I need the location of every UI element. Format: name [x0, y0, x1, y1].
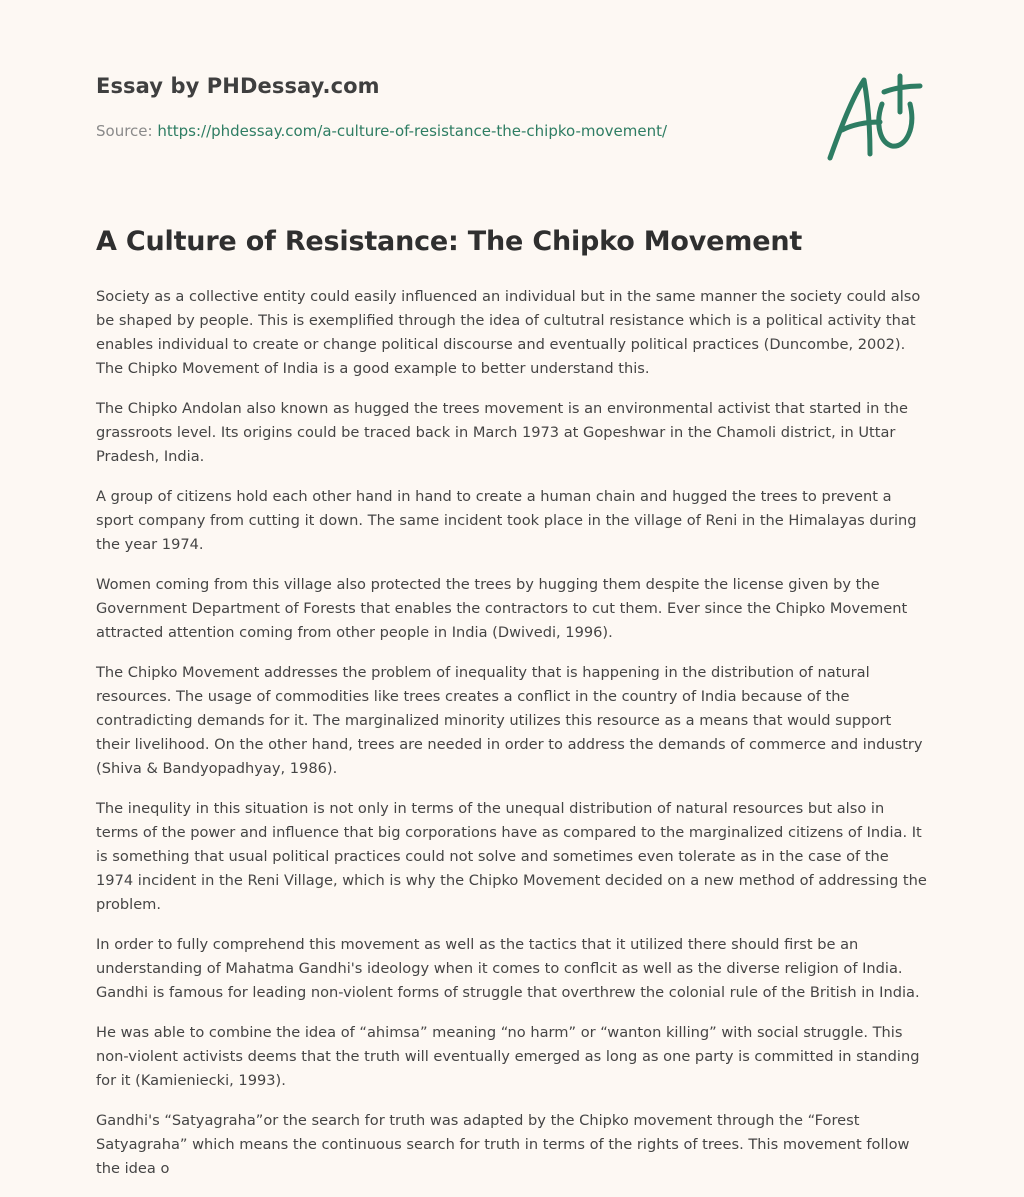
essay-body	[96, 285, 928, 1197]
paragraph: In order to fully comprehend this movement as well as the tactics that it utilized there should first be an understanding of Mahatma Gandhi's ideology when it comes to conflcit as well as the diverse religion of India. Gandhi is famous for leading non-violent forms of struggle that overthrew the colonial rule of the British in India.	[96, 936, 920, 1001]
paragraph: The Chipko Movement addresses the problem of inequality that is happening in the distribution of natural resources. The usage of commodities like trees creates a conflict in the country of India because of the contradicting demands for it. The marginalized minority utilizes this resource as a means that would support their livelihood. On the other hand, trees are needed in order to address the demands of commerce and industry (Shiva & Bandyopadhyay, 1986).	[96, 664, 923, 777]
source-link[interactable]: https://phdessay.com/a-culture-of-resistance-the-chipko-movement/	[157, 122, 668, 140]
paragraph: The inequlity in this situation is not only in terms of the unequal distribution of natural resources but also in terms of the power and influence that big corporations have as compared to the marginalized citizens of India. It is something that usual political practices could not solve and sometimes even tolerate as in the case of the 1974 incident in the Reni Village, which is why the Chipko Movement decided on a new method of addressing the problem.	[96, 800, 927, 913]
paragraph: Gandhi's “Satyagraha”or the search for truth was adapted by the Chipko movement through the “Forest Satyagraha” which means the continuous search for truth in terms of the rights of trees. This movement follow the idea o	[96, 1112, 910, 1177]
paragraph: Society as a collective entity could easily influenced an individual but in the same manner the society could also be shaped by people. This is exemplified through the idea of cultutral resistance which is a political activity that enables individual to create or change political discourse and eventually political practices (Duncombe, 2002). The Chipko Movement of India is a good example to better understand this.	[96, 288, 921, 377]
a-plus-logo-icon	[820, 68, 930, 168]
essay-title: A Culture of Resistance: The Chipko Movement	[96, 226, 803, 257]
brand-title: Essay by PHDessay.com	[96, 74, 380, 98]
paragraph: Women coming from this village also protected the trees by hugging them despite the license given by the Government Department of Forests that enables the contractors to cut them. Ever since the Chipko Movement attracted attention coming from other people in India (Dwivedi, 1996).	[96, 576, 908, 641]
paragraph: He was able to combine the idea of “ahimsa” meaning “no harm” or “wanton killing” with social struggle. This non-violent activists deems that the truth will eventually emerged as long as one party is committed in standing for it (Kamieniecki, 1993).	[96, 1024, 920, 1089]
paragraph: The Chipko Andolan also known as hugged the trees movement is an environmental activist that started in the grassroots level. Its origins could be traced back in March 1973 at Gopeshwar in the Chamoli district, in Uttar Pradesh, India.	[96, 400, 908, 465]
essay-header	[96, 74, 796, 140]
source-label: Source:	[96, 122, 153, 140]
source-line	[96, 122, 796, 140]
paragraph: A group of citizens hold each other hand in hand to create a human chain and hugged the trees to prevent a sport company from cutting it down. The same incident took place in the village of Reni in the Himalayas during the year 1974.	[96, 488, 917, 553]
